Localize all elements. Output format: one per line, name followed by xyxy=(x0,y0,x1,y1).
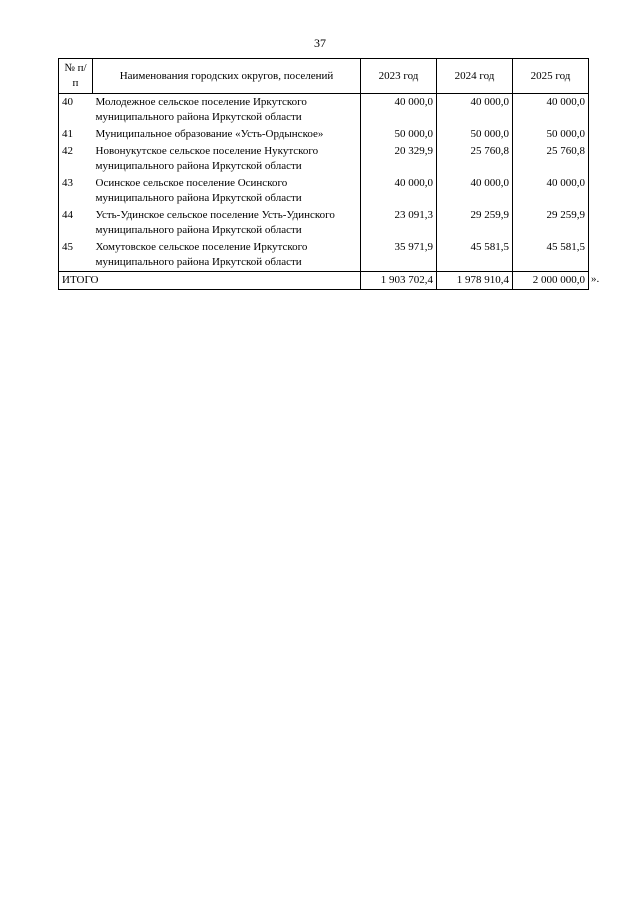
total-2024: 1 978 910,4 xyxy=(437,272,513,290)
row-2024: 29 259,9 xyxy=(437,207,513,239)
row-2025: 50 000,0 xyxy=(513,126,589,143)
row-name: Усть-Удинское сельское поселение Усть-Удинского муниципального района Иркутской области xyxy=(93,207,361,239)
page-number: 37 xyxy=(314,36,326,50)
total-2025: 2 000 000,0 xyxy=(513,272,589,290)
row-2023: 40 000,0 xyxy=(361,175,437,207)
total-label: ИТОГО xyxy=(59,272,361,290)
budget-table xyxy=(58,58,589,290)
row-2023: 23 091,3 xyxy=(361,207,437,239)
row-2023: 35 971,9 xyxy=(361,239,437,272)
row-num: 40 xyxy=(59,94,93,127)
header-2025: 2025 год xyxy=(513,59,589,94)
row-num: 44 xyxy=(59,207,93,239)
total-2023: 1 903 702,4 xyxy=(361,272,437,290)
row-name: Осинское сельское поселение Осинского муниципального района Иркутской области xyxy=(93,175,361,207)
table-row xyxy=(59,207,589,239)
row-num: 45 xyxy=(59,239,93,272)
row-num: 42 xyxy=(59,143,93,175)
table-header-row xyxy=(59,59,589,94)
row-name: Новонукутское сельское поселение Нукутского муниципального района Иркутской области xyxy=(93,143,361,175)
total-row xyxy=(59,272,589,290)
row-2025: 25 760,8 xyxy=(513,143,589,175)
row-name: Муниципальное образование «Усть-Ордынское» xyxy=(93,126,361,143)
header-2023: 2023 год xyxy=(361,59,437,94)
row-2024: 40 000,0 xyxy=(437,94,513,127)
header-2024: 2024 год xyxy=(437,59,513,94)
row-name: Молодежное сельское поселение Иркутского муниципального района Иркутской области xyxy=(93,94,361,127)
row-2025: 40 000,0 xyxy=(513,175,589,207)
table-row xyxy=(59,239,589,272)
closing-quote: ». xyxy=(591,273,600,285)
row-num: 43 xyxy=(59,175,93,207)
table-row xyxy=(59,143,589,175)
row-2025: 40 000,0 xyxy=(513,94,589,127)
row-2024: 40 000,0 xyxy=(437,175,513,207)
row-2025: 29 259,9 xyxy=(513,207,589,239)
header-name: Наименования городских округов, поселений xyxy=(93,59,361,94)
table-row xyxy=(59,175,589,207)
header-num: № п/п xyxy=(59,59,93,94)
row-2023: 20 329,9 xyxy=(361,143,437,175)
row-2023: 50 000,0 xyxy=(361,126,437,143)
row-2023: 40 000,0 xyxy=(361,94,437,127)
row-2025: 45 581,5 xyxy=(513,239,589,272)
row-2024: 25 760,8 xyxy=(437,143,513,175)
table-row xyxy=(59,94,589,127)
row-2024: 50 000,0 xyxy=(437,126,513,143)
row-num: 41 xyxy=(59,126,93,143)
row-name: Хомутовское сельское поселение Иркутского муниципального района Иркутской области xyxy=(93,239,361,272)
row-2024: 45 581,5 xyxy=(437,239,513,272)
table-row xyxy=(59,126,589,143)
